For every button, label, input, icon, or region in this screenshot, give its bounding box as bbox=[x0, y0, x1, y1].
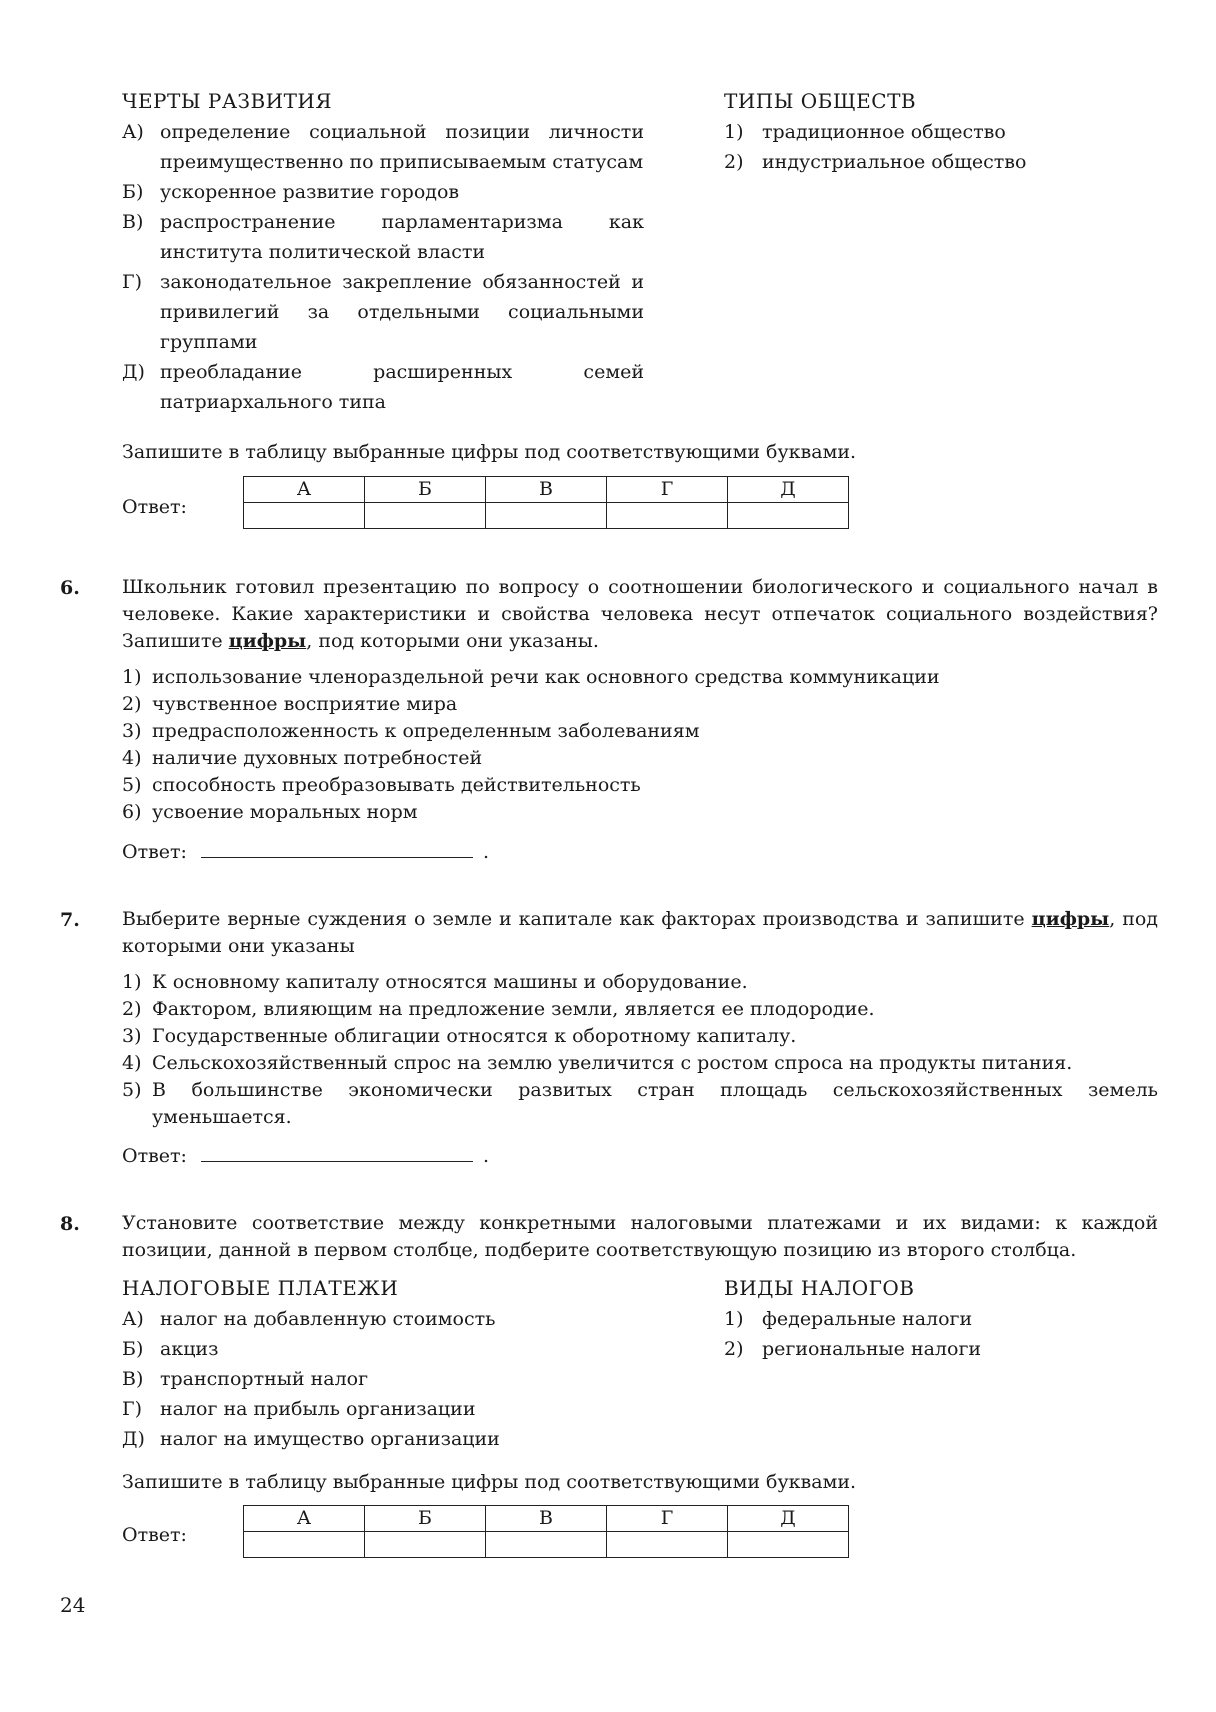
list-item: 4) Сельскохозяйственный спрос на землю увеличится с ростом спроса на продукты питания. bbox=[122, 1052, 1073, 1074]
list-item: Г) налог на прибыль организации bbox=[122, 1398, 476, 1420]
q6-question-text: Школьник готовил презентацию по вопросу о соотношении биологического и социального начал в человеке. Какие характеристики и свойства человека несут отпечаток социального воздействия? Запишите цифры, под которыми они указаны. bbox=[122, 576, 1158, 652]
list-item: 3) предрасположенность к определенным заболеваниям bbox=[122, 720, 700, 742]
list-item: 1) К основному капиталу относятся машины и оборудование. bbox=[122, 971, 748, 993]
answer-cell-d[interactable] bbox=[728, 503, 849, 529]
q8-right-list bbox=[724, 1304, 1124, 1364]
q8-answer-table bbox=[243, 1505, 849, 1558]
answer-cell-g[interactable] bbox=[607, 1532, 728, 1558]
q8-number: 8. bbox=[60, 1213, 80, 1235]
q7-question-text: Выберите верные суждения о земле и капитале как факторах производства и запишите цифры, под которыми они указаны bbox=[122, 908, 1158, 957]
q5-column1-title: ЧЕРТЫ РАЗВИТИЯ bbox=[122, 89, 333, 113]
list-item: 2) индустриальное общество bbox=[724, 151, 1027, 173]
q6-number: 6. bbox=[60, 577, 80, 599]
answer-cell-a[interactable] bbox=[244, 503, 365, 529]
list-item: 3) Государственные облигации относятся к оборотному капиталу. bbox=[122, 1025, 797, 1047]
q5-left-list bbox=[122, 117, 644, 417]
q8-instruction: Запишите в таблицу выбранные цифры под соответствующими буквами. bbox=[122, 1471, 857, 1493]
list-item: В) распространение парламентаризма как института политической власти bbox=[122, 211, 644, 263]
list-item: Г) законодательное закрепление обязанностей и привилегий за отдельными социальными группами bbox=[122, 271, 644, 353]
q8-column1-title: НАЛОГОВЫЕ ПЛАТЕЖИ bbox=[122, 1276, 399, 1300]
list-item: Б) ускоренное развитие городов bbox=[122, 181, 460, 203]
table-header-v: В bbox=[486, 1506, 607, 1532]
q8-left-list bbox=[122, 1304, 682, 1454]
q8-column2-title: ВИДЫ НАЛОГОВ bbox=[724, 1276, 915, 1300]
q5-answer-label: Ответ: bbox=[122, 496, 187, 518]
list-item: 2) региональные налоги bbox=[724, 1338, 982, 1360]
answer-cell-g[interactable] bbox=[607, 503, 728, 529]
list-item: 5) В большинстве экономически развитых стран площадь сельскохозяйственных земель уменьшается. bbox=[122, 1079, 1158, 1128]
answer-cell-v[interactable] bbox=[486, 503, 607, 529]
table-header-d: Д bbox=[728, 477, 849, 503]
list-item: Б) акциз bbox=[122, 1338, 219, 1360]
answer-cell-v[interactable] bbox=[486, 1532, 607, 1558]
page-number: 24 bbox=[60, 1593, 86, 1617]
answer-cell-a[interactable] bbox=[244, 1532, 365, 1558]
list-item: Д) налог на имущество организации bbox=[122, 1428, 500, 1450]
list-item: 1) использование членораздельной речи как основного средства коммуникации bbox=[122, 666, 940, 688]
answer-cell-b[interactable] bbox=[365, 503, 486, 529]
q7-options-list bbox=[122, 969, 1158, 1131]
q7-answer-field[interactable] bbox=[201, 1141, 473, 1162]
q7-emphasis: цифры bbox=[1031, 908, 1110, 930]
list-item: 4) наличие духовных потребностей bbox=[122, 747, 483, 769]
table-header-g: Г bbox=[607, 1506, 728, 1532]
list-item: 2) Фактором, влияющим на предложение земли, является ее плодородие. bbox=[122, 998, 875, 1020]
q8-question-text: Установите соответствие между конкретными налоговыми платежами и их видами: к каждой позиции, данной в первом столбце, подберите соответствующую позицию из второго столбца. bbox=[122, 1212, 1158, 1261]
q5-right-list bbox=[724, 117, 1124, 177]
q7-number: 7. bbox=[60, 909, 80, 931]
list-item: 1) традиционное общество bbox=[724, 121, 1006, 143]
q6-answer-label: Ответ: bbox=[122, 841, 187, 863]
list-item: Д) преобладание расширенных семей патриархального типа bbox=[122, 361, 644, 413]
answer-cell-b[interactable] bbox=[365, 1532, 486, 1558]
table-header-g: Г bbox=[607, 477, 728, 503]
table-header-a: А bbox=[244, 477, 365, 503]
list-item: 6) усвоение моральных норм bbox=[122, 801, 418, 823]
list-item: 1) федеральные налоги bbox=[724, 1308, 973, 1330]
list-item: 5) способность преобразовывать действительность bbox=[122, 774, 641, 796]
table-header-d: Д bbox=[728, 1506, 849, 1532]
list-item: А) определение социальной позиции личности преимущественно по приписываемым статусам bbox=[122, 121, 644, 173]
q6-answer: Ответ: . bbox=[122, 837, 489, 867]
q7-answer-label: Ответ: bbox=[122, 1145, 187, 1167]
q6-answer-field[interactable] bbox=[201, 837, 473, 858]
q5-column2-title: ТИПЫ ОБЩЕСТВ bbox=[724, 89, 917, 113]
q8-answer-label: Ответ: bbox=[122, 1524, 187, 1546]
q5-answer-table bbox=[243, 476, 849, 529]
table-header-b: Б bbox=[365, 1506, 486, 1532]
q6-options-list bbox=[122, 664, 1122, 826]
q7-answer: Ответ: . bbox=[122, 1141, 489, 1171]
q5-instruction: Запишите в таблицу выбранные цифры под соответствующими буквами. bbox=[122, 441, 857, 463]
answer-cell-d[interactable] bbox=[728, 1532, 849, 1558]
list-item: 2) чувственное восприятие мира bbox=[122, 693, 458, 715]
list-item: В) транспортный налог bbox=[122, 1368, 369, 1390]
table-header-b: Б bbox=[365, 477, 486, 503]
table-header-a: А bbox=[244, 1506, 365, 1532]
q6-emphasis: цифры bbox=[228, 630, 307, 652]
list-item: А) налог на добавленную стоимость bbox=[122, 1308, 496, 1330]
table-header-v: В bbox=[486, 477, 607, 503]
